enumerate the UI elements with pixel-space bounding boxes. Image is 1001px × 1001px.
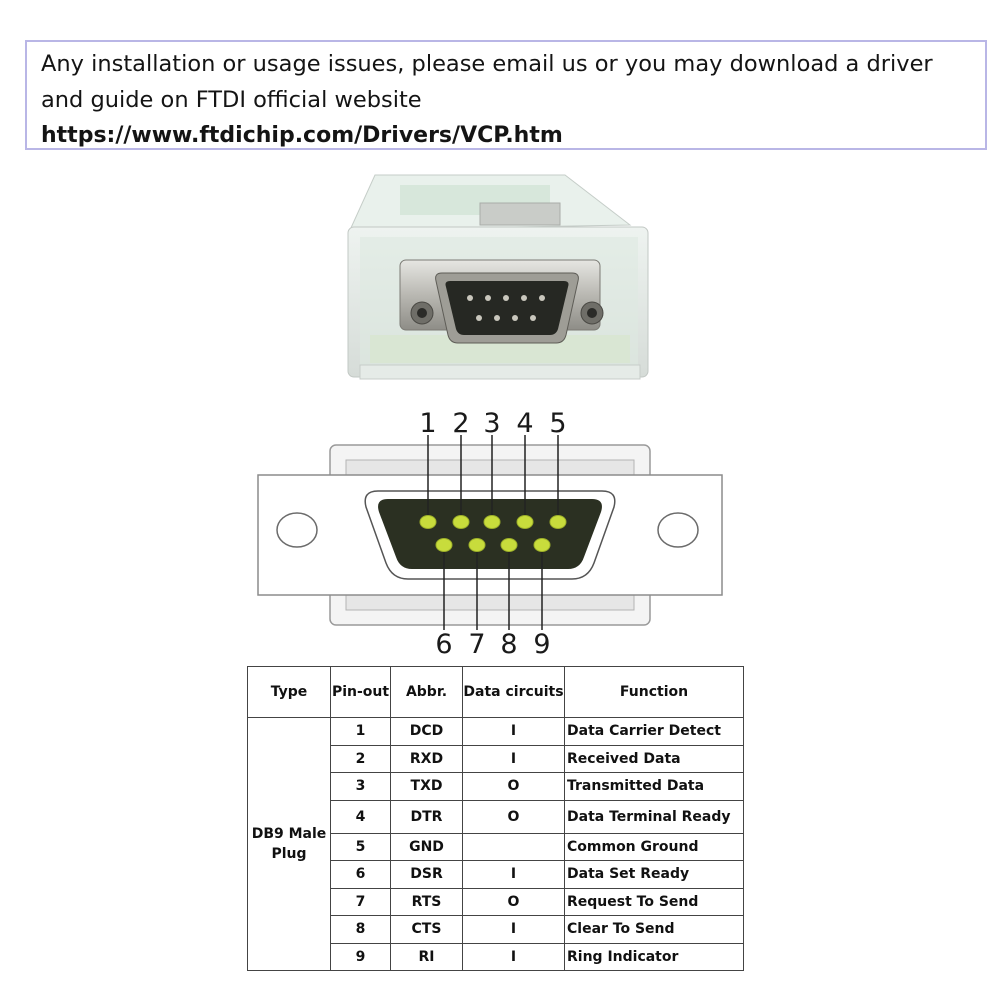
abbr-cell: DSR xyxy=(391,861,463,889)
pin-cell: 1 xyxy=(331,718,391,746)
pin-cell: 2 xyxy=(331,745,391,773)
circuit-cell: O xyxy=(463,800,565,833)
header-type: Type xyxy=(248,667,331,718)
pin-label-3: 3 xyxy=(483,408,501,439)
pin-label-5: 5 xyxy=(549,408,567,439)
pin-cell: 8 xyxy=(331,916,391,944)
function-cell: Transmitted Data xyxy=(565,773,744,801)
function-cell: Received Data xyxy=(565,745,744,773)
abbr-cell: DCD xyxy=(391,718,463,746)
circuit-cell: O xyxy=(463,888,565,916)
pin-cell: 7 xyxy=(331,888,391,916)
table-header-row xyxy=(248,667,744,718)
pin-cell: 5 xyxy=(331,833,391,861)
header-data-circuits: Data circuits xyxy=(463,667,565,718)
pin-label-9: 9 xyxy=(533,629,551,660)
function-cell: Clear To Send xyxy=(565,916,744,944)
driver-url-link[interactable]: https://www.ftdichip.com/Drivers/VCP.htm xyxy=(41,123,563,148)
pin-label-8: 8 xyxy=(500,629,518,660)
function-cell: Data Set Ready xyxy=(565,861,744,889)
circuit-cell: O xyxy=(463,773,565,801)
pin-label-4: 4 xyxy=(516,408,534,439)
header-abbr: Abbr. xyxy=(391,667,463,718)
pin-label-6: 6 xyxy=(435,629,453,660)
circuit-cell: I xyxy=(463,718,565,746)
pin-cell: 6 xyxy=(331,861,391,889)
product-photo xyxy=(330,165,670,400)
function-cell: Data Terminal Ready xyxy=(565,800,744,833)
db9-pinout-diagram xyxy=(250,405,740,660)
function-cell: Ring Indicator xyxy=(565,943,744,971)
type-cell xyxy=(248,718,331,971)
pin-label-2: 2 xyxy=(452,408,470,439)
abbr-cell: TXD xyxy=(391,773,463,801)
notice-box xyxy=(25,40,987,150)
header-function: Function xyxy=(565,667,744,718)
circuit-cell: I xyxy=(463,943,565,971)
pin-label-7: 7 xyxy=(468,629,486,660)
abbr-cell: CTS xyxy=(391,916,463,944)
function-cell: Common Ground xyxy=(565,833,744,861)
function-cell: Request To Send xyxy=(565,888,744,916)
circuit-cell: I xyxy=(463,916,565,944)
pin-cell: 9 xyxy=(331,943,391,971)
abbr-cell: RI xyxy=(391,943,463,971)
circuit-cell: I xyxy=(463,861,565,889)
circuit-cell xyxy=(463,833,565,861)
type-line-1: DB9 Male xyxy=(251,826,327,842)
pin-label-1: 1 xyxy=(419,408,437,439)
type-line-2: Plug xyxy=(271,846,307,862)
table-row xyxy=(248,718,744,746)
header-pin-out: Pin-out xyxy=(331,667,391,718)
notice-line-1: Any installation or usage issues, please email us or you may download a driver xyxy=(41,51,933,77)
pin-cell: 4 xyxy=(331,800,391,833)
abbr-cell: GND xyxy=(391,833,463,861)
notice-line-2: and guide on FTDI official website xyxy=(41,87,422,113)
abbr-cell: RTS xyxy=(391,888,463,916)
pin-cell: 3 xyxy=(331,773,391,801)
abbr-cell: RXD xyxy=(391,745,463,773)
circuit-cell: I xyxy=(463,745,565,773)
abbr-cell: DTR xyxy=(391,800,463,833)
function-cell: Data Carrier Detect xyxy=(565,718,744,746)
pinout-table xyxy=(247,666,744,971)
